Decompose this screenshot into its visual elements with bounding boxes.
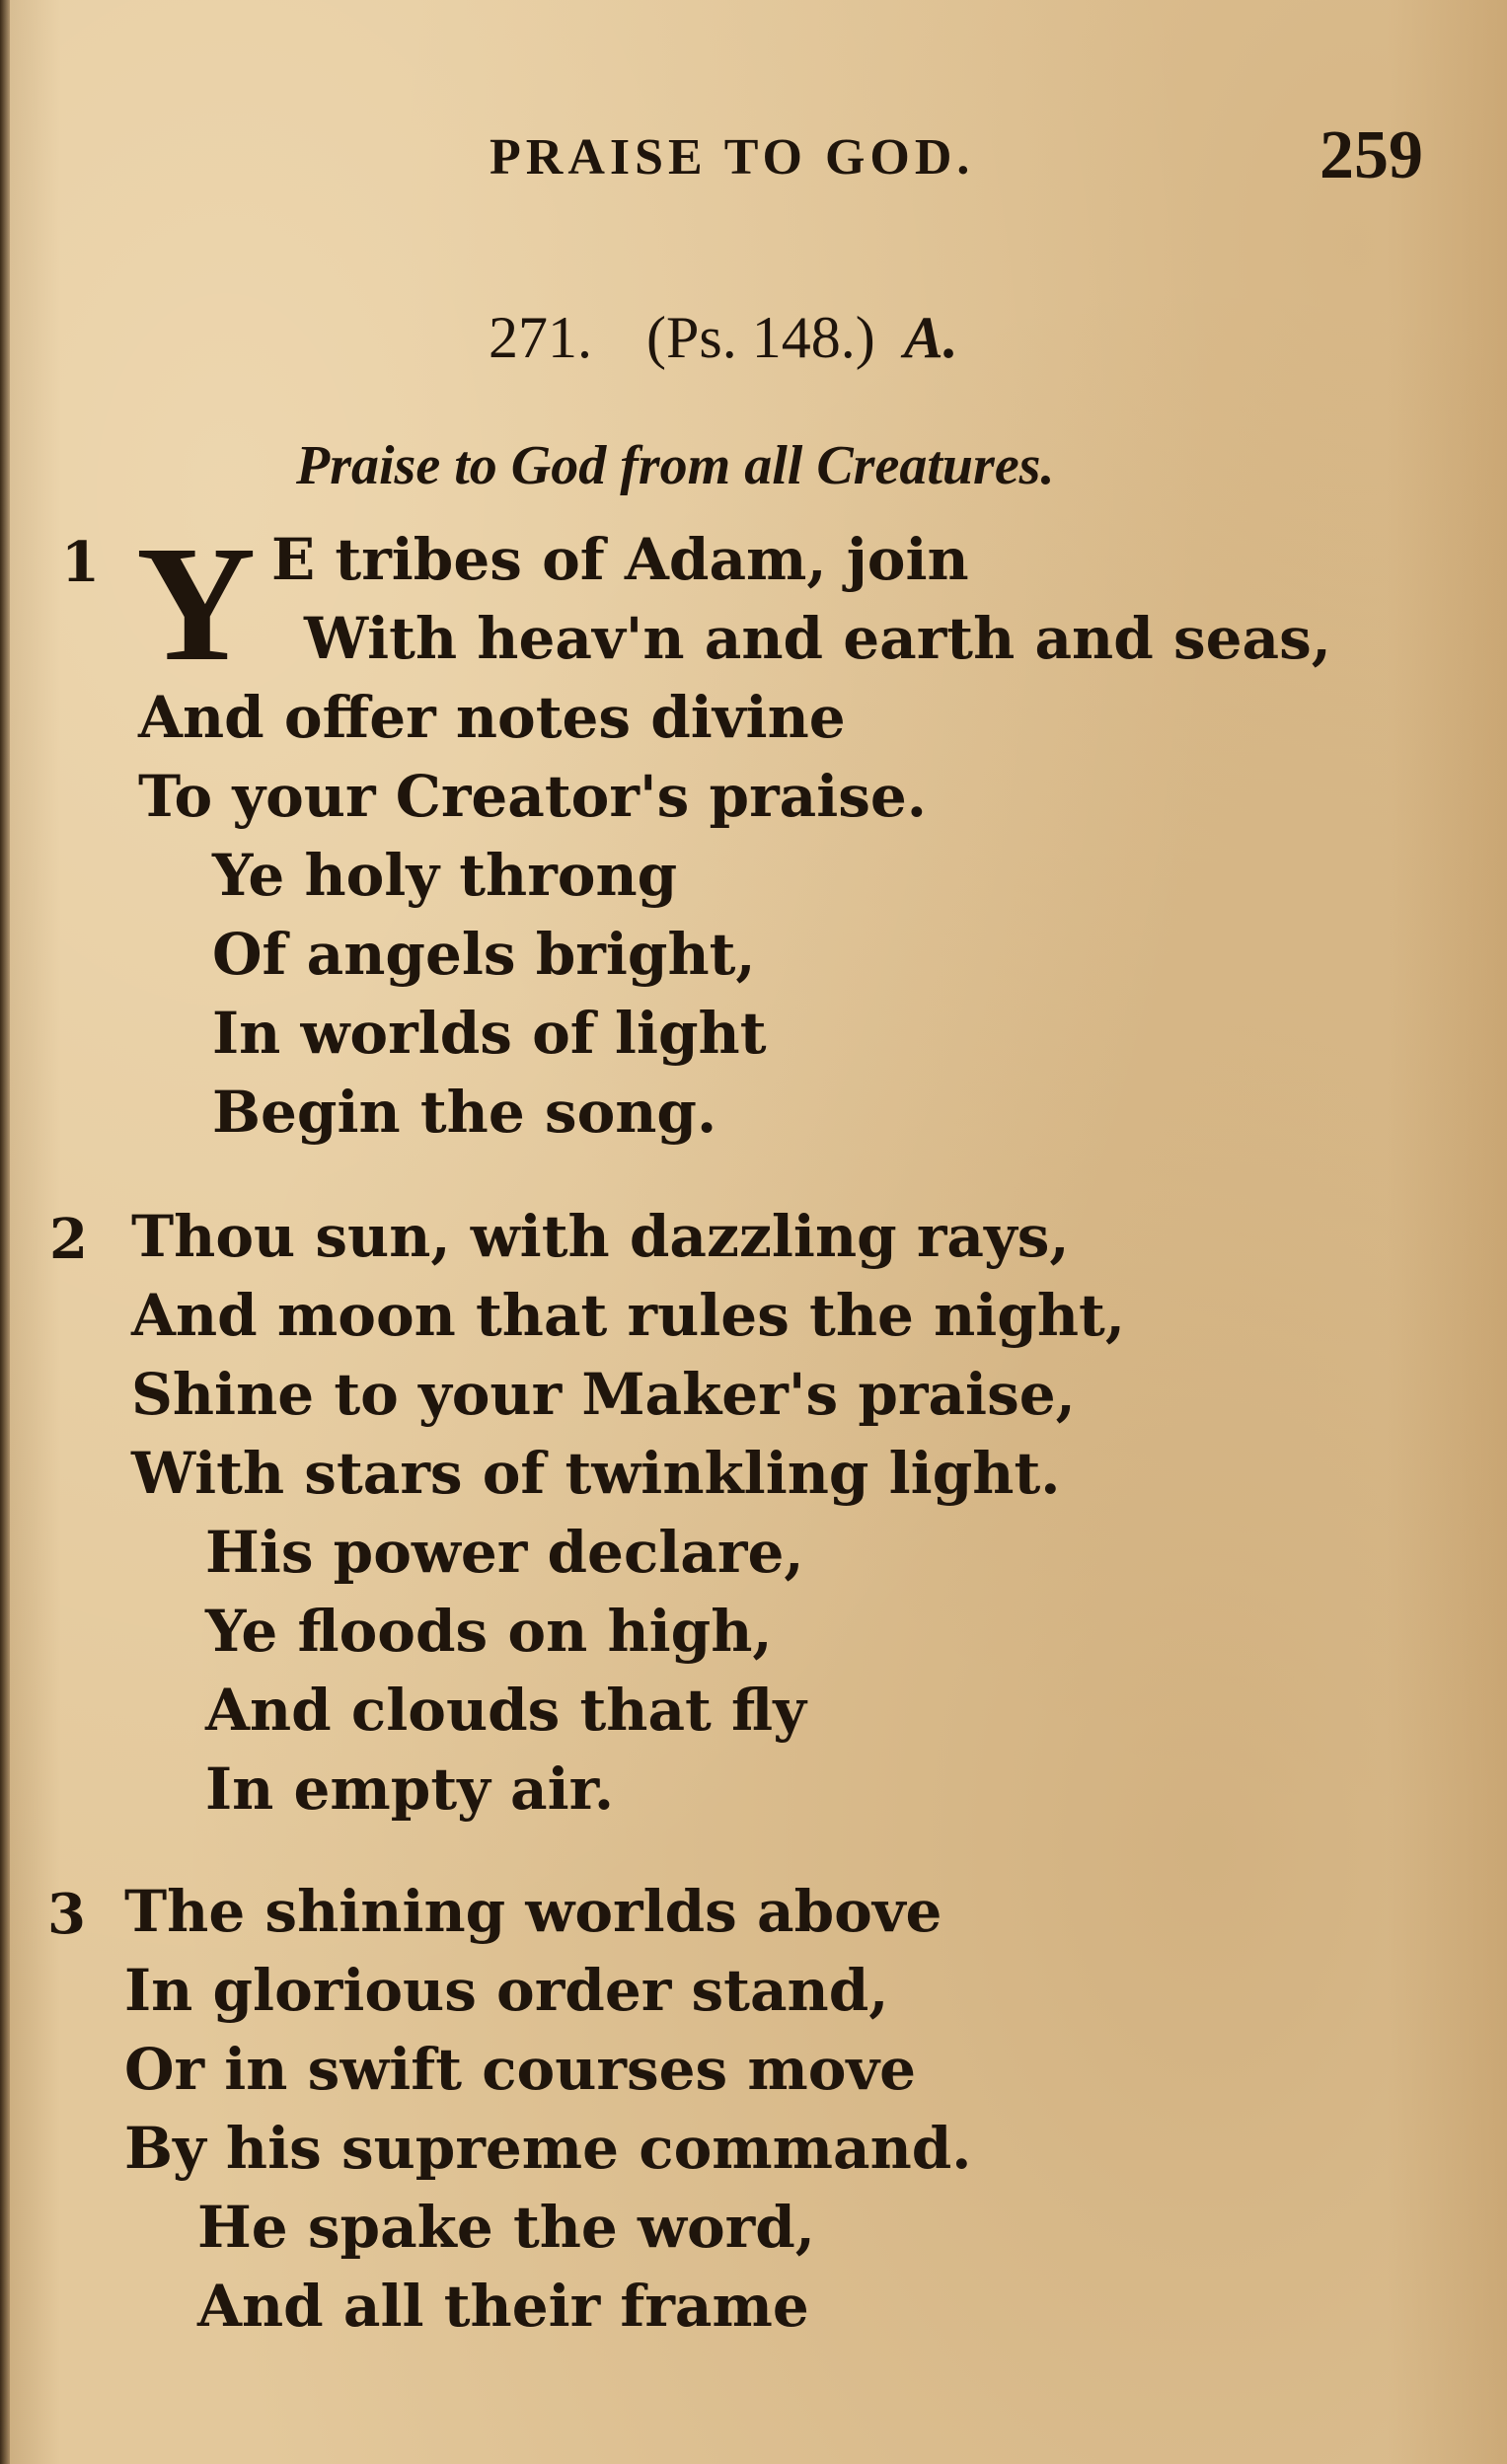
verse-line: With stars of twinkling light. — [131, 1440, 1061, 1507]
verse-line: Thou sun, with dazzling rays, — [131, 1203, 1070, 1270]
verse-line: Ye floods on high, — [205, 1598, 773, 1665]
running-title: PRAISE TO GOD. — [490, 129, 975, 186]
verse-number: 3 — [47, 1882, 86, 1947]
verse-line: Shine to your Maker's praise, — [131, 1361, 1076, 1428]
verse-line: And moon that rules the night, — [131, 1282, 1126, 1349]
verse-line: To your Creator's praise. — [138, 763, 928, 830]
verse-number: 1 — [61, 530, 100, 595]
verse-line: In glorious order stand, — [124, 1957, 889, 2024]
verse-line: With heav'n and earth and seas, — [304, 605, 1331, 672]
verse-line: By his supreme command. — [124, 2115, 972, 2182]
verse-number: 2 — [49, 1207, 88, 1272]
verse-line: Begin the song. — [212, 1079, 717, 1146]
hymn-number: 271. — [489, 305, 592, 370]
drop-cap: Y — [136, 512, 257, 696]
verse-line: E tribes of Adam, join — [271, 526, 969, 593]
verse-line: He spake the word, — [197, 2194, 815, 2261]
verse-line: In worlds of light — [212, 1000, 767, 1067]
verse-line: Or in swift courses move — [124, 2036, 917, 2103]
hymn-header — [489, 304, 958, 372]
verse-line: And offer notes divine — [138, 684, 846, 751]
verse-line: Of angels bright, — [212, 921, 756, 988]
psalm-reference: (Ps. 148.) — [646, 305, 875, 370]
verse-line: Ye holy throng — [212, 842, 678, 909]
verse-line: And clouds that fly — [205, 1677, 806, 1744]
verse-line: And all their frame — [197, 2273, 809, 2340]
verse-line: In empty air. — [205, 1755, 615, 1823]
page-number: 259 — [1319, 117, 1423, 193]
hymn-subtitle: Praise to God from all Creatures. — [296, 435, 1055, 496]
page-edge — [0, 0, 10, 2464]
verse-line: His power declare, — [205, 1519, 804, 1586]
verse-line: The shining worlds above — [124, 1878, 942, 1945]
tune-letter: A. — [903, 305, 958, 370]
